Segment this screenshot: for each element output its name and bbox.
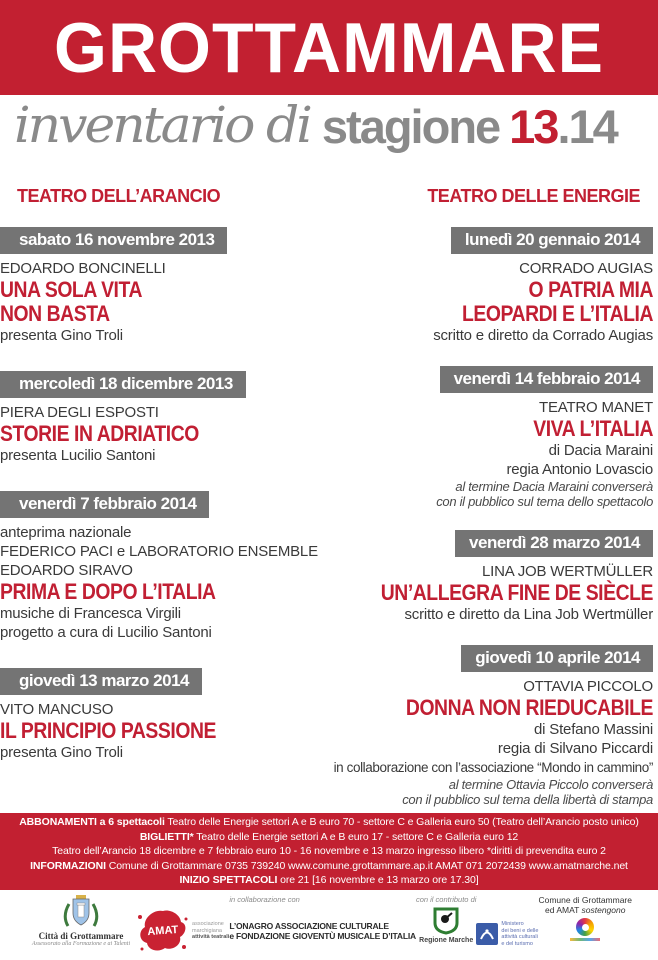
event-artist: EDOARDO BONCINELLI [0, 260, 166, 277]
ministero-logo-icon [476, 923, 498, 945]
event-7-febbraio [0, 491, 352, 642]
svg-text:AMAT: AMAT [147, 923, 179, 939]
event-title: PRIMA E DOPO L’ITALIA [0, 579, 216, 604]
swirl-logo-caption-bar [570, 938, 600, 941]
event-credit: regia di Silvano Piccardi [497, 740, 653, 757]
footer-line-biglietti [0, 830, 658, 845]
event-credit: presenta Gino Troli [0, 327, 123, 344]
tagline-script-text: inventario di [14, 97, 310, 155]
event-artist: TEATRO MANET [539, 399, 653, 416]
event-date-banner: mercoledì 18 dicembre 2013 [0, 371, 246, 398]
amat-side-line: marchigiana [192, 927, 222, 934]
event-date-banner: lunedì 20 gennaio 2014 [451, 227, 653, 254]
footer-line-inizio [0, 873, 658, 888]
amat-side-line: associazione [192, 921, 224, 928]
footer-line-abbonamenti [0, 815, 658, 830]
event-28-marzo [301, 530, 653, 624]
event-14-febbraio [301, 366, 653, 509]
footer-text: Teatro delle Energie settori A e B euro 70 - settore C e Galleria euro 50 (Teatro dell’Arancio posto unico) [164, 816, 639, 829]
collab-lines [229, 921, 416, 941]
event-credit: scritto e diretto da Corrado Augias [433, 327, 653, 344]
event-title: O PATRIA MIA [528, 277, 653, 302]
theater-name-energie: TEATRO DELLE ENERGIE [427, 186, 640, 206]
ministero-line: Ministero [501, 921, 524, 927]
season-tagline [14, 96, 654, 166]
event-date-banner: sabato 16 novembre 2013 [0, 227, 227, 254]
region-name: Regione Marche [419, 937, 474, 944]
event-date-banner: giovedì 10 aprile 2014 [461, 645, 653, 672]
event-date-banner: venerdì 14 febbraio 2014 [440, 366, 653, 393]
credit-amat [136, 905, 229, 957]
regione-marche-shield-icon [433, 907, 459, 935]
city-subtitle: Assessorato alla Formazione e ai Talenti [31, 941, 131, 947]
event-note-italic: al termine Ottavia Piccolo converserà [448, 777, 653, 792]
event-10-aprile [301, 645, 653, 807]
event-title: NON BASTA [0, 301, 110, 326]
collab-line: L’ONAGRO ASSOCIAZIONE CULTURALE [229, 921, 389, 931]
footer-bold-label: INIZIO SPETTACOLI [179, 874, 278, 887]
event-credit: musiche di Francesca Virgili [0, 605, 181, 622]
footer-text: ore 21 [16 novembre e 13 marzo ore 17.30] [277, 874, 479, 887]
event-artist: PIERA DEGLI ESPOSTI [0, 404, 159, 421]
credit-sostengono [538, 895, 632, 957]
season-year-rest: .14 [557, 100, 617, 153]
season-year-red: 13 [509, 100, 558, 153]
season-year [509, 99, 617, 154]
ministero-line: dei beni e delle [501, 927, 539, 934]
ministero-line: attività culturali [501, 934, 538, 940]
credit-citta-grottammare [26, 895, 136, 957]
event-artist: CORRADO AUGIAS [519, 260, 653, 277]
event-title: UNA SOLA VITA [0, 277, 142, 302]
event-credit: in collaborazione con l’associazione “Mondo in cammino” [333, 760, 653, 775]
event-date-banner: venerdì 28 marzo 2014 [455, 530, 653, 557]
amat-splat-icon [136, 908, 190, 954]
event-note-italic: con il pubblico sul tema della libertà di stampa [402, 792, 653, 807]
credit-collaborazione [229, 895, 416, 957]
grottammare-crest-icon [61, 895, 101, 929]
event-note-italic: al termine Dacia Maraini converserà [455, 479, 653, 494]
credit-ministero [476, 911, 538, 957]
event-credit: presenta Gino Troli [0, 744, 123, 761]
footer-line-informazioni [0, 859, 658, 874]
credits-strip [0, 893, 658, 957]
tagline-bold-text: stagione [321, 100, 500, 153]
footer-text: Teatro dell’Arancio 18 dicembre e 7 febbraio euro 10 - 16 novembre e 13 marzo ingresso libero *diritti di prevendita euro 2 [52, 845, 606, 858]
ministero-text [501, 921, 538, 947]
info-footer [0, 813, 658, 890]
support-line2-italic: sostengono [581, 905, 626, 915]
event-credit: progetto a cura di Lucilio Santoni [0, 624, 212, 641]
event-credit: di Dacia Maraini [548, 442, 653, 459]
city-name: Città di Grottammare [38, 931, 124, 941]
masthead-banner [0, 0, 658, 95]
credit-regione-marche [416, 895, 476, 957]
footer-text: Teatro delle Energie settori A e B euro 17 - settore C e Galleria euro 12 [193, 830, 519, 843]
ministero-line: e del turismo [501, 940, 533, 947]
collab-line: e FONDAZIONE GIOVENTÙ MUSICALE D’ITALIA [229, 931, 416, 941]
theater-name-arancio: TEATRO DELL’ARANCIO [17, 186, 221, 206]
event-note: anteprima nazionale [0, 524, 132, 541]
event-title: LEOPARDI E L’ITALIA [462, 301, 653, 326]
support-line2-pre: ed AMAT [544, 905, 582, 915]
footer-bold-label: ABBONAMENTI a 6 spettacoli [19, 816, 165, 829]
colorful-swirl-logo-icon [576, 918, 594, 936]
event-date-banner: giovedì 13 marzo 2014 [0, 668, 202, 695]
event-date-banner: venerdì 7 febbraio 2014 [0, 491, 209, 518]
event-artist: OTTAVIA PICCOLO [523, 678, 653, 695]
event-16-novembre [0, 227, 352, 345]
event-title: UN’ALLEGRA FINE DE SIÈCLE [380, 580, 653, 605]
theater-headers [17, 186, 640, 207]
events-area [0, 227, 658, 813]
support-line1: Comune di Grottammare [538, 895, 632, 905]
event-credit: scritto e diretto da Lina Job Wertmüller [404, 606, 653, 623]
support-line2 [545, 905, 626, 915]
event-title: IL PRINCIPIO PASSIONE [0, 718, 216, 743]
event-artist: EDOARDO SIRAVO [0, 562, 133, 579]
event-title: DONNA NON RIEDUCABILE [405, 695, 653, 720]
event-note-italic: con il pubblico sul tema dello spettacolo [436, 494, 653, 509]
event-credit: regia Antonio Lovascio [506, 461, 653, 478]
event-title: STORIE IN ADRIATICO [0, 421, 199, 446]
footer-bold-label: INFORMAZIONI [30, 859, 106, 872]
event-18-dicembre [0, 371, 352, 465]
column-teatro-energie [301, 227, 653, 828]
footer-line-arancio-prezzi [0, 844, 658, 859]
amat-side-text [192, 921, 229, 941]
page-title: GROTTAMMARE [54, 7, 604, 88]
event-13-marzo [0, 668, 352, 762]
contrib-intro: con il contributo di [415, 895, 477, 904]
amat-side-line: attività teatrali [192, 934, 230, 941]
collab-intro: in collaborazione con [229, 895, 300, 904]
event-artist: VITO MANCUSO [0, 701, 114, 718]
event-title: VIVA L’ITALIA [533, 416, 653, 441]
event-credit: di Stefano Massini [534, 721, 653, 738]
event-credit: presenta Lucilio Santoni [0, 447, 156, 464]
event-artist: FEDERICO PACI e LABORATORIO ENSEMBLE [0, 543, 318, 560]
footer-text: Comune di Grottammare 0735 739240 www.comune.grottammare.ap.it AMAT 071 2072439 www.amatmarche.net [105, 859, 628, 872]
column-teatro-arancio [0, 227, 352, 788]
event-artist: LINA JOB WERTMÜLLER [482, 563, 653, 580]
event-20-gennaio [301, 227, 653, 345]
footer-bold-label: BIGLIETTI* [139, 830, 194, 843]
